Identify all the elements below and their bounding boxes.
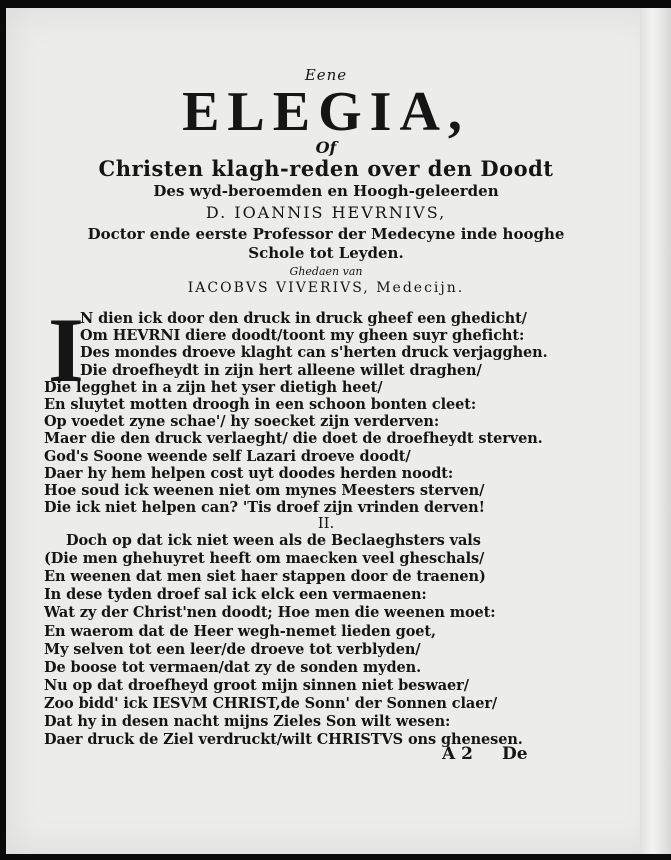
title-elegia: ELEGIA, [182, 81, 470, 143]
verse-line: N dien ick door den druck in druck gheef een ghedicht/ [80, 310, 527, 327]
title-line-4: Doctor ende eerste Professor der Medecyne inde hooghe [87, 225, 565, 243]
verse-line: Die ick niet helpen can? 'Tis droef zijn vrinden derven! [44, 499, 485, 517]
byline-prefix: Ghedaen van [289, 265, 363, 278]
verse-line: Zoo bidd' ick IESVM CHRIST,de Sonn' der Sonnen claer/ [44, 694, 498, 712]
document-page [6, 8, 661, 854]
verse-line: En weenen dat men siet haer stappen door de traenen) [44, 568, 486, 586]
verse-line: En waerom dat de Heer wegh-nemet lieden goet, [44, 622, 436, 640]
verse-line: In dese tyden droef sal ick elck een vermaenen: [44, 586, 427, 604]
verse-line: Maer die den druck verlaeght/ die doet de droefheydt sterven. [44, 430, 543, 448]
verse-line: De boose tot vermaen/dat zy de sonden myden. [44, 658, 422, 676]
verse-line: God's Soone weende self Lazari droeve doodt/ [44, 447, 411, 465]
verse-line: Nu op dat droefheyd groot mijn sinnen niet beswaer/ [44, 676, 469, 694]
signature-mark: A 2 [442, 744, 473, 764]
catchword: De [502, 744, 528, 764]
title-line-5: Schole tot Leyden. [248, 244, 404, 262]
verse-line: Des mondes droeve klaght can s'herten druck verjagghen. [80, 344, 548, 362]
verse-line: Wat zy der Christ'nen doodt; Hoe men die weenen moet: [44, 604, 496, 622]
title-eene: Eene [304, 66, 348, 84]
title-line-1: Christen klagh-reden over den Doodt [98, 156, 554, 181]
title-line-3: D. IOANNIS HEVRNIVS, [205, 203, 447, 222]
verse-line: Om HEVRNI diere doodt/toont my gheen suyr gheficht: [80, 327, 525, 345]
drop-capital: I [48, 299, 84, 401]
title-of: Of [315, 138, 337, 157]
verse-line: En sluytet motten droogh in een schoon bonten cleet: [44, 396, 477, 413]
byline-author: IACOBVS VIVERIVS, Medecijn. [187, 280, 465, 296]
verse-line: Daer druck de Ziel verdruckt/wilt CHRISTVS ons ghenesen. [44, 731, 523, 749]
title-line-2: Des wyd-beroemden en Hoogh-geleerden [153, 182, 499, 200]
page-edge [640, 8, 671, 854]
verse-line: Op voedet zyne schae'/ hy soecket zijn verderven: [44, 413, 440, 431]
verse-line: Daer hy hem helpen cost uyt doodes herden noodt: [44, 464, 454, 482]
verse-line: Die droefheydt in zijn hert alleene willet draghen/ [80, 361, 482, 379]
verse-line: Doch op dat ick niet ween als de Beclaeghsters vals [66, 532, 481, 549]
verse-line: My selven tot een leer/de droeve tot verblyden/ [44, 640, 421, 658]
verse-line: Hoe soud ick weenen niet om mynes Meesters sterven/ [44, 482, 485, 499]
verse-line: (Die men ghehuyret heeft om maecken veel gheschals/ [44, 550, 485, 568]
stanza-2-number: II. [317, 514, 335, 532]
verse-line: Dat hy in desen nacht mijns Zieles Son wilt wesen: [44, 713, 451, 730]
verse-line: Die legghet in a zijn het yser dietigh heet/ [44, 378, 383, 396]
